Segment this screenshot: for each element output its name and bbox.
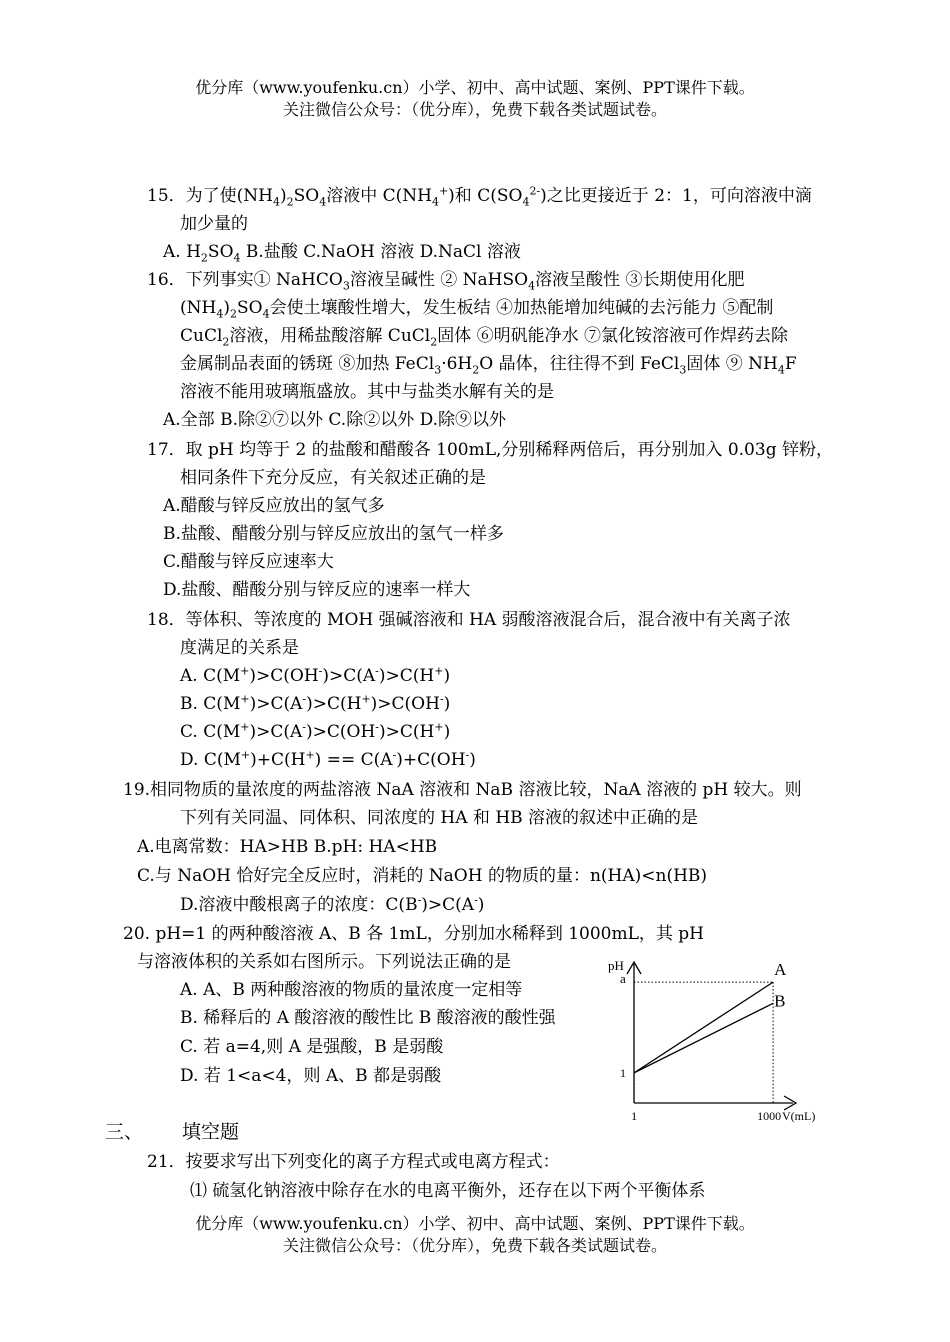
q15-options: A. $H_2SO_4$ B.盐酸 C.NaOH 溶液 D.NaCl 溶液 [163,242,521,265]
q21-stem-1: 21．按要求写出下列变化的离子方程式或电离方程式： [147,1152,560,1172]
ph-volume-chart [600,950,830,1130]
series-line-B [634,1003,773,1073]
y-tick-label-a: a [620,971,626,987]
q15-stem-2: 加少量的 [180,214,248,234]
section-3-title: 填空题 [182,1121,240,1143]
x-tick-label-1000: 1000 [757,1109,782,1123]
y-tick-label-1: 1 [620,1065,626,1080]
q18-option-c: C. C(M+)>C(A-)>C(OH-)>C(H+) [180,720,451,742]
q20-option-a: A. A、B 两种酸溶液的物质的量浓度一定相等 [180,980,523,1000]
q17-option-b: B.盐酸、醋酸分别与锌反应放出的氢气一样多 [163,524,504,544]
q19-option-d: D.溶液中酸根离子的浓度：C(B-)>C(A-) [180,893,485,915]
q15-stem: 15．为了使$(NH_4)_2SO_4$溶液中 $C(NH_4^+)$和 $C(SO_4^{2-})$之比更接近于 2：1，可向溶液中滴 [147,184,812,209]
q20-stem-1: 20. pH=1 的两种酸溶液 A、B 各 1mL，分别加水稀释到 1000mL，其 pH [123,924,705,944]
q18-stem-2: 度满足的关系是 [180,638,299,658]
series-line-A [634,982,773,1073]
q19-option-c: C.与 NaOH 恰好完全反应时，消耗的 NaOH 的物质的量：n(HA)<n(HB) [137,866,708,886]
header-line-1: 优分库（www.youfenku.cn）小学、初中、高中试题、案例、PPT课件下载。 [195,78,755,97]
q19-stem-1: 19.相同物质的量浓度的两盐溶液 NaA 溶液和 NaB 溶液比较，NaA 溶液的 pH 较大。则 [123,780,802,800]
q20-stem-2: 与溶液体积的关系如右图所示。下列说法正确的是 [137,952,511,972]
x-tick-label-1: 1 [631,1109,638,1123]
y-axis-label: pH [608,958,624,973]
section-3-number: 三、 [105,1121,144,1143]
footer-line-1: 优分库（www.youfenku.cn）小学、初中、高中试题、案例、PPT课件下载。 [195,1214,755,1233]
q18-option-b: B. C(M+)>C(A-)>C(H+)>C(OH-) [180,692,451,714]
x-axis-label: V(mL) [782,1109,816,1123]
series-label-B: B [774,991,786,1011]
q18-stem-1: 18．等体积、等浓度的 MOH 强碱溶液和 HA 弱酸溶液混合后，混合液中有关离子浓 [147,610,791,630]
q17-option-a: A.醋酸与锌反应放出的氢气多 [163,496,385,516]
q18-option-d: D. C(M+)+C(H+) == C(A-)+C(OH-) [180,748,476,770]
q16-stem-5: 溶液不能用玻璃瓶盛放。其中与盐类水解有关的是 [180,382,554,402]
q18-option-a: A. C(M+)>C(OH-)>C(A-)>C(H+) [180,664,451,686]
q20-option-c: C. 若 a=4,则 A 是强酸，B 是弱酸 [180,1037,444,1057]
q17-stem-2: 相同条件下充分反应，有关叙述正确的是 [180,468,486,488]
q19-option-ab: A.电离常数：HA>HB B.pH: HA<HB [137,837,438,857]
header-line-2: 关注微信公众号：（优分库），免费下载各类试题试卷。 [282,100,667,119]
q19-stem-2: 下列有关同温、同体积、同浓度的 HA 和 HB 溶液的叙述中正确的是 [180,808,699,828]
q16-stem-2: $(NH_4)_2SO_4$会使土壤酸性增大，发生板结 ④加热能增加纯碱的去污能力 ⑤配制 [180,298,774,321]
q16-stem-3: CuCl$_2$溶液，用稀盐酸溶解 CuCl$_2$固体 ⑥明矾能净水 ⑦氯化铵溶液可作焊药去除 [180,326,789,349]
footer-line-2: 关注微信公众号：（优分库），免费下载各类试题试卷。 [282,1236,667,1255]
q21-stem-2: ⑴ 硫氢化钠溶液中除存在水的电离平衡外，还存在以下两个平衡体系 [190,1181,706,1201]
q20-option-d: D. 若 1<a<4，则 A、B 都是弱酸 [180,1066,442,1086]
q16-stem-4: 金属制品表面的锈斑 ⑧加热 $FeCl_3\cdot 6H_2O$ 晶体，往往得不到 FeCl$_3$固体 ⑨ $NH_4F$ [180,354,797,377]
q16-stem-1: 16．下列事实① NaHCO$_3$溶液呈碱性 ② NaHSO$_4$溶液呈酸性 ③长期使用化肥 [147,270,745,293]
q20-option-b: B. 稀释后的 A 酸溶液的酸性比 B 酸溶液的酸性强 [180,1008,556,1028]
series-label-A: A [774,960,787,980]
q17-option-c: C.醋酸与锌反应速率大 [163,552,334,572]
q16-options: A.全部 B.除②⑦以外 C.除②以外 D.除⑨以外 [163,410,507,430]
q17-stem-1: 17．取 pH 均等于 2 的盐酸和醋酸各 100mL,分别稀释两倍后，再分别加入 0.03g 锌粉， [147,440,833,460]
q17-option-d: D.盐酸、醋酸分别与锌反应的速率一样大 [163,580,471,600]
